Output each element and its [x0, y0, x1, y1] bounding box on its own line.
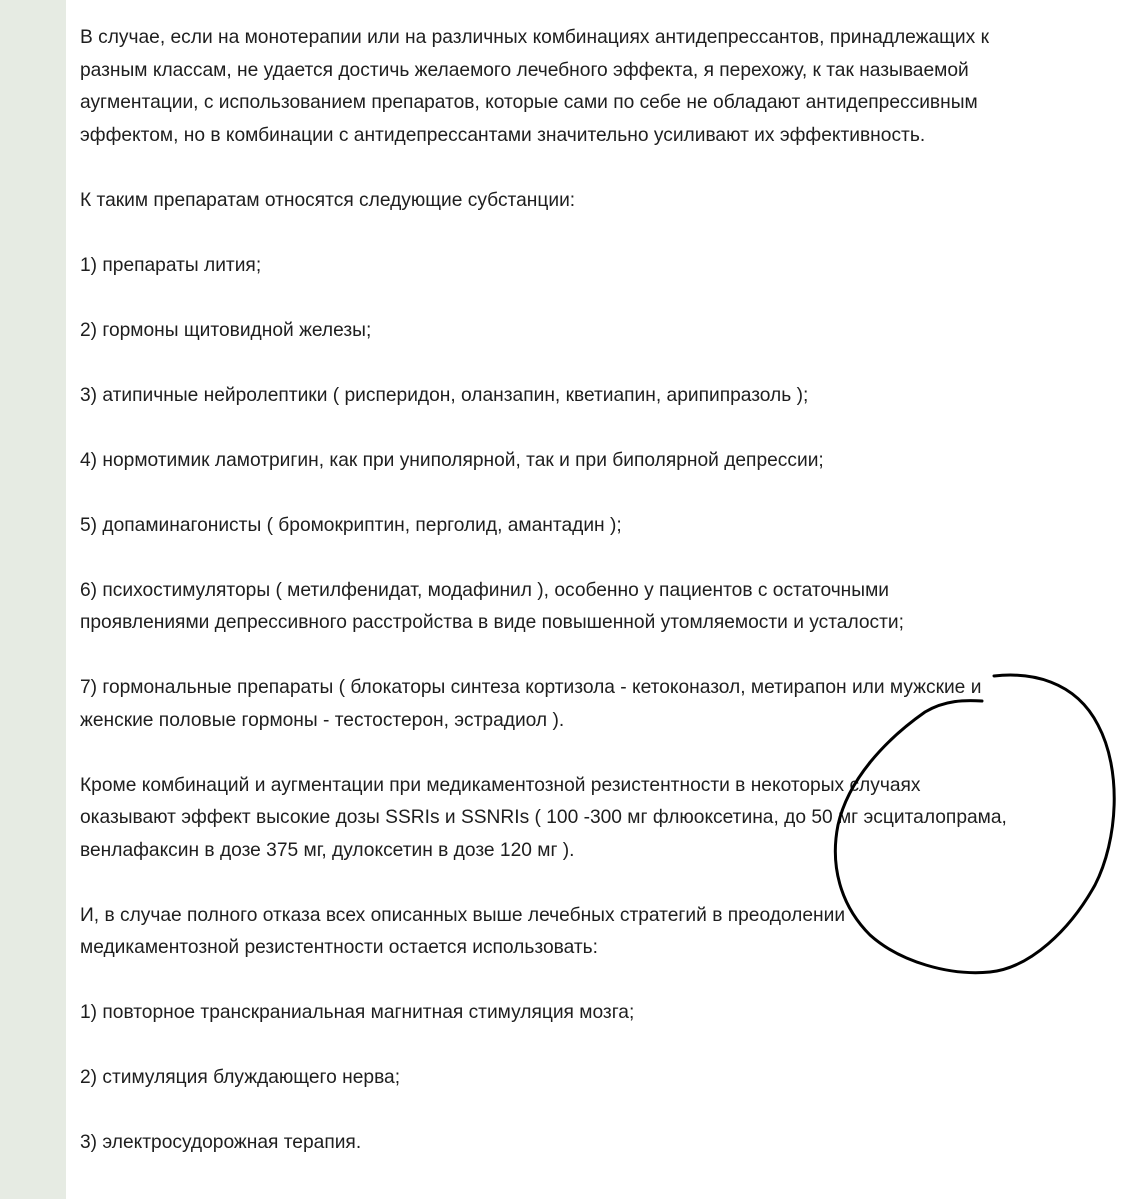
- text-line: В случае, если на монотерапии или на различных комбинациях антидепрессантов, принадлежащих к: [80, 27, 989, 48]
- text-line: 6) психостимуляторы ( метилфенидат, модафинил ), особенно у пациентов с остаточными: [80, 579, 889, 601]
- list-item-lamotrigine: [80, 445, 1120, 478]
- list-item-hormones: [80, 672, 1120, 737]
- text-line: 4) нормотимик ламотригин, как при униполярной, так и при биполярной депрессии;: [80, 449, 824, 471]
- text-line: 2) гормоны щитовидной железы;: [80, 319, 372, 341]
- text-line: К таким препаратам относятся следующие субстанции:: [80, 189, 576, 211]
- text-line: 3) атипичные нейролептики ( рисперидон, оланзапин, кветиапин, арипипразоль );: [80, 384, 809, 406]
- text-line: Кроме комбинаций и аугментации при медикаментозной резистентности в некоторых случаях: [80, 774, 921, 796]
- text-line: оказывают эффект высокие дозы SSRIs и SSNRIs ( 100 -300 мг флюоксетина, до 50 мг эсциталопрама,: [80, 807, 1007, 828]
- list-item-thyroid: [80, 315, 1120, 348]
- text-line: 2) стимуляция блуждающего нерва;: [80, 1067, 401, 1088]
- list-item-tms: [80, 997, 1120, 1030]
- text-line: женские половые гормоны - тестостерон, эстрадиол ).: [80, 709, 565, 731]
- last-resort-paragraph: [80, 900, 1120, 965]
- list-intro: [80, 185, 1120, 218]
- list-item-ect: [80, 1127, 1120, 1160]
- text-line: 1) повторное транскраниальная магнитная стимуляция мозга;: [80, 1002, 635, 1023]
- high-dose-paragraph: [80, 770, 1120, 868]
- article-text: [80, 22, 1120, 1192]
- text-line: аугментации, с использованием препаратов, которые сами по себе не обладают антидепрессивным: [80, 92, 978, 113]
- intro-paragraph: [80, 22, 1120, 152]
- text-line: медикаментозной резистентности остается использовать:: [80, 937, 598, 958]
- text-line: эффектом, но в комбинации с антидепрессантами значительно усиливают их эффективность.: [80, 124, 926, 146]
- list-item-vagus-stimulation: [80, 1062, 1120, 1095]
- text-line: проявлениями депрессивного расстройства в виде повышенной утомляемости и усталости;: [80, 612, 904, 633]
- text-line: 5) допаминагонисты ( бромокриптин, перголид, амантадин );: [80, 514, 622, 536]
- list-item-antipsychotics: [80, 380, 1120, 413]
- text-line: разным классам, не удается достичь желаемого лечебного эффекта, я перехожу, к так называемой: [80, 59, 969, 81]
- text-line: венлафаксин в дозе 375 мг, дулоксетин в дозе 120 мг ).: [80, 839, 575, 861]
- text-line: 3) электросудорожная терапия.: [80, 1132, 362, 1153]
- text-line: 7) гормональные препараты ( блокаторы синтеза кортизола - кетоконазол, метирапон или мужские и: [80, 677, 982, 698]
- list-item-lithium: [80, 250, 1120, 283]
- text-line: 1) препараты лития;: [80, 254, 262, 276]
- left-margin-bar: [0, 0, 66, 1199]
- list-item-psychostimulants: [80, 575, 1120, 640]
- list-item-dopamine-agonists: [80, 510, 1120, 543]
- text-line: И, в случае полного отказа всех описанных выше лечебных стратегий в преодолении: [80, 904, 846, 926]
